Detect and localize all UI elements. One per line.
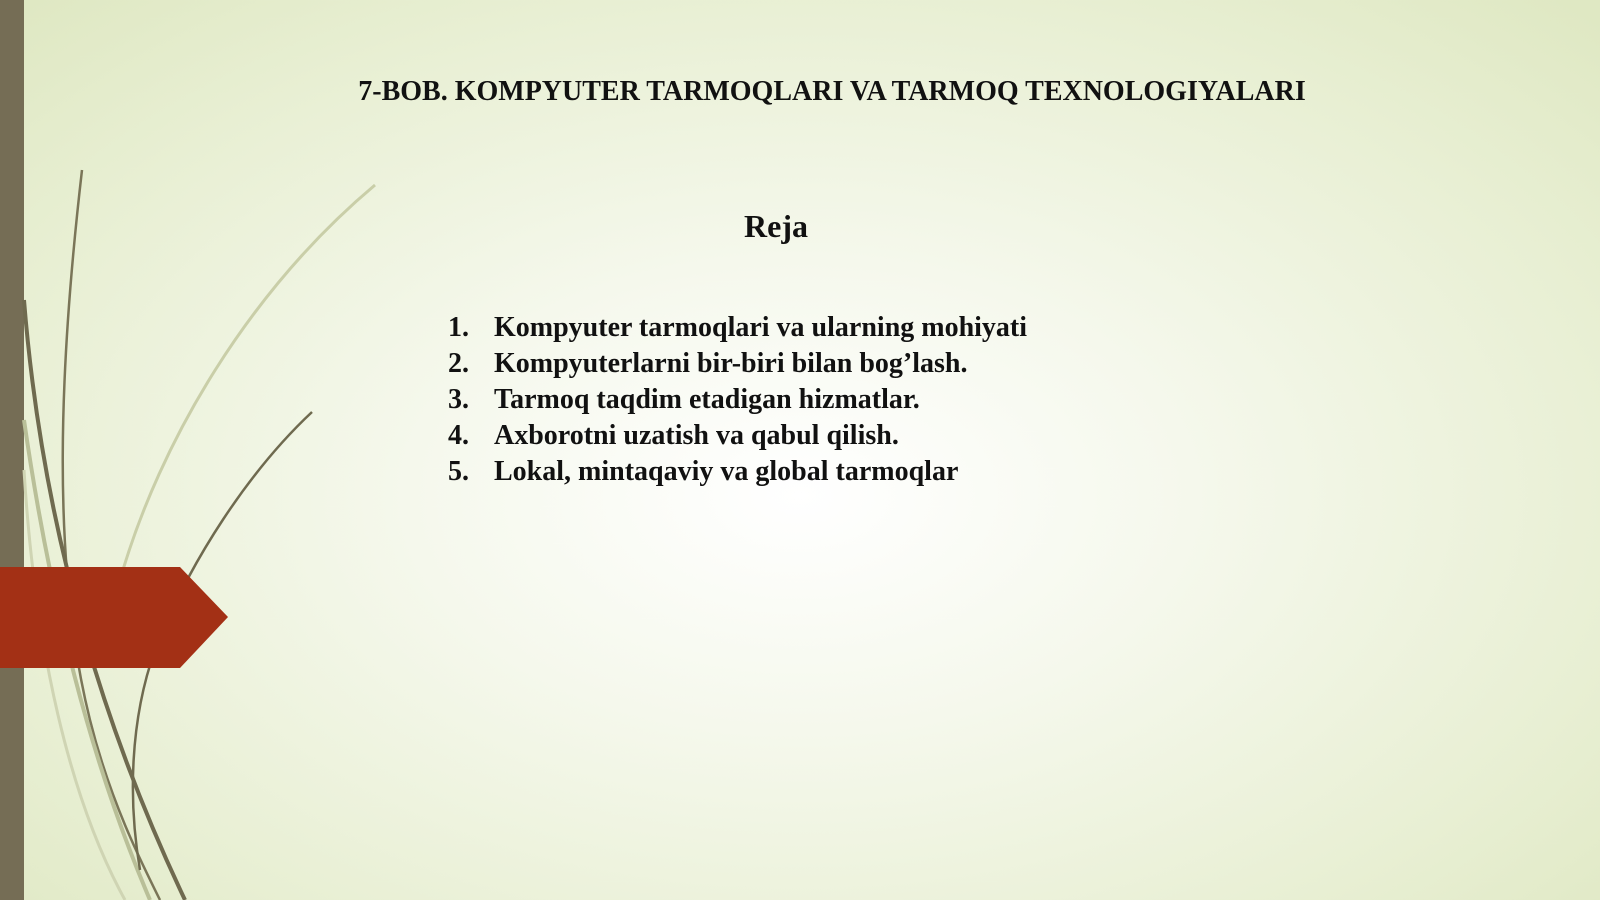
list-item [448,418,1027,454]
list-item-text: Kompyuter tarmoqlari va ularning mohiyati [494,312,1028,343]
list-item [448,310,1027,346]
list-item-number: 3. [448,384,469,415]
list-item [448,346,1027,382]
list-item-text: Tarmoq taqdim etadigan hizmatlar. [494,384,920,415]
list-item-text: Kompyuterlarni bir-biri bilan bog’lash. [494,348,968,379]
slide-title: 7-BOB. KOMPYUTER TARMOQLARI VA TARMOQ TEXNOLOGIYALARI [358,76,1306,107]
list-item [448,382,1027,418]
list-item-number: 5. [448,456,469,487]
plan-list [448,310,1027,490]
decorative-curves [0,0,400,900]
list-item-number: 1. [448,312,469,343]
list-item-number: 4. [448,420,469,451]
list-item-text: Axborotni uzatish va qabul qilish. [494,420,899,451]
list-item-number: 2. [448,348,469,379]
plan-heading: Reja [744,208,808,244]
list-item [448,454,1027,490]
list-item-text: Lokal, mintaqaviy va global tarmoqlar [494,456,959,487]
